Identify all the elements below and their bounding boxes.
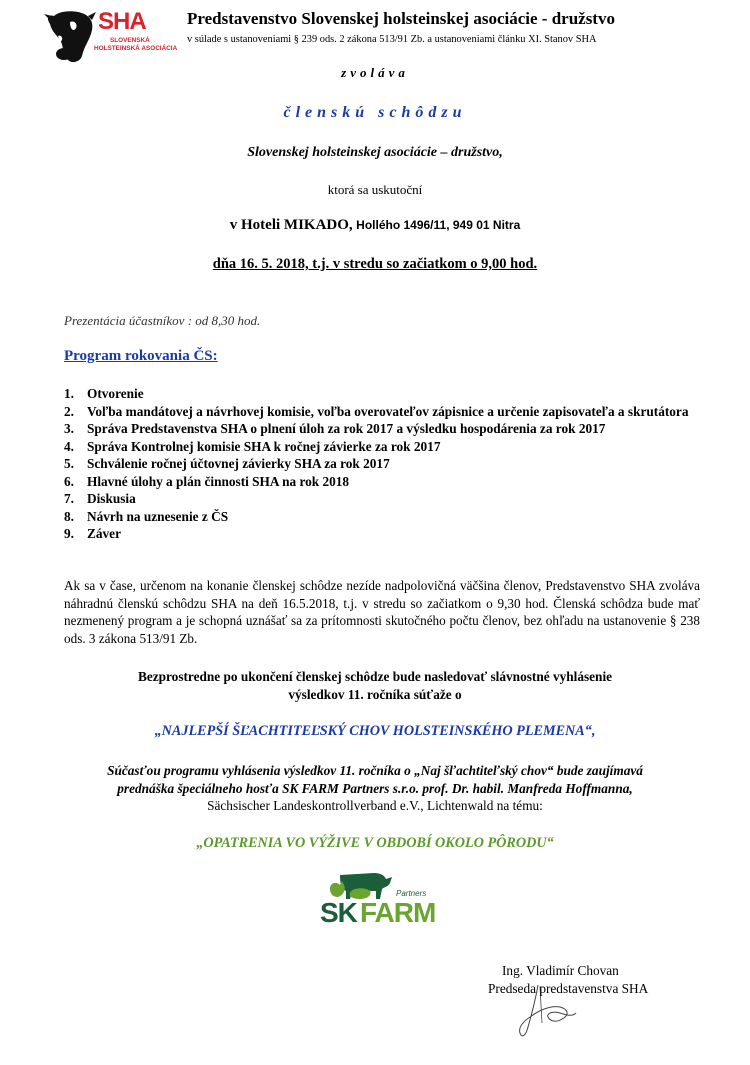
- header-title: Predstavenstvo Slovenskej holsteinskej asociácie - družstvo: [187, 9, 615, 28]
- agenda-item-text: Správa Predstavenstva SHA o plnení úloh za rok 2017 a výsledku hospodárenia za rok 2017: [87, 421, 606, 436]
- agenda-item-number: 4.: [64, 438, 74, 454]
- agenda-item: [64, 473, 700, 491]
- meeting-title: členskú schôdzu: [283, 104, 467, 121]
- agenda-item: [64, 420, 700, 438]
- agenda-item: [64, 455, 700, 473]
- summons-text: zvoláva: [341, 65, 409, 80]
- agenda-item-text: Otvorenie: [87, 386, 144, 401]
- held-text: ktorá sa uskutoční: [327, 182, 423, 197]
- agenda-list: [64, 385, 700, 543]
- logo-subtext-line2: HOLSTEINSKÁ ASOCIÁCIA: [94, 45, 178, 52]
- agenda-item-number: 2.: [64, 403, 74, 419]
- signatory-role: Predseda predstavenstva SHA: [488, 981, 649, 996]
- program-title: Program rokovania ČS:: [64, 348, 218, 364]
- announcement-line1: Bezprostredne po ukončení členskej schôdze bude nasledovať slávnostné vyhlásenie: [137, 669, 613, 684]
- agenda-item: [64, 508, 700, 526]
- sha-logo: [44, 8, 178, 66]
- agenda-item: [64, 385, 700, 403]
- agenda-item-text: Voľba mandátovej a návrhovej komisie, voľba overovateľov zápisnice a určenie zapisovateľa a skrutátora: [87, 403, 689, 419]
- quorum-notice: Ak sa v čase, určenom na konanie členskej schôdze nezíde nadpolovičná väčšina členov, Predstavenstvo SHA zvoláva náhradnú členskú schôdzu SHA na deň 16.5.2018, t.j. v stredu so začiatkom o 9,30 hod. Členská schôdza bude mať nezmenený program a je schopná uznášať sa za prítomnosti skutočného počtu členov, bez ohľadu na ustanovenie § 238 ods. 3 zákona 513/91 Zb.: [64, 578, 700, 646]
- venue-address: Hollého 1496/11, 949 01 Nitra: [356, 218, 521, 232]
- skfarm-sk: SK: [320, 897, 357, 928]
- announcement: [0, 668, 750, 703]
- agenda-item-text: Diskusia: [87, 491, 136, 506]
- lecture-info: [0, 762, 750, 815]
- agenda-item-number: 8.: [64, 508, 74, 524]
- header-subtitle: v súlade s ustanoveniami § 239 ods. 2 zákona 513/91 Zb. a ustanoveniami článku XI. Stanov SHA: [187, 34, 597, 45]
- skfarm-farm: FARM: [360, 897, 436, 928]
- agenda-item-text: Správa Kontrolnej komisie SHA k ročnej závierke za rok 2017: [87, 438, 441, 454]
- agenda-item-number: 1.: [64, 386, 74, 401]
- signatory-name: Ing. Vladimír Chovan: [502, 963, 619, 978]
- skfarm-logo: [318, 867, 440, 929]
- agenda-item: [64, 438, 700, 456]
- lecture-topic: „OPATRENIA VO VÝŽIVE V OBDOBÍ OKOLO PÔRODU“: [196, 835, 554, 851]
- agenda-item-number: 7.: [64, 491, 74, 506]
- skfarm-partners: Partners: [396, 889, 427, 898]
- agenda-item-text: Hlavné úlohy a plán činnosti SHA na rok 2018: [87, 473, 350, 489]
- agenda-item-number: 9.: [64, 526, 74, 541]
- agenda-item-number: 5.: [64, 456, 74, 471]
- venue-hotel: v Hoteli MIKADO,: [229, 217, 353, 233]
- venue: [0, 217, 750, 234]
- agenda-item-text: Záver: [87, 526, 121, 541]
- announcement-line2: výsledkov 11. ročníka súťaže o: [288, 686, 462, 702]
- farm-animals-icon: [326, 867, 396, 901]
- lecture-line2: prednáška špeciálneho hosťa SK FARM Partners s.r.o. prof. Dr. habil. Manfreda Hoffmanna,: [117, 780, 633, 796]
- lecture-line1: Súčasťou programu vyhlásenia výsledkov 11. ročníka o „Naj šľachtiteľský chov“ bude zaujímavá: [107, 763, 643, 778]
- agenda-item-text: Návrh na uznesenie z ČS: [87, 508, 229, 524]
- agenda-item-number: 3.: [64, 421, 74, 436]
- competition-title: „NAJLEPŠÍ ŠĽACHTITEĽSKÝ CHOV HOLSTEINSKÉHO PLEMENA“,: [154, 723, 596, 739]
- registration-time: Prezentácia účastníkov : od 8,30 hod.: [64, 313, 261, 328]
- agenda-item: [64, 490, 700, 508]
- agenda-item-number: 6.: [64, 473, 74, 489]
- logo-subtext-line1: SLOVENSKÁ: [110, 37, 150, 44]
- lecture-line3: Sächsischer Landeskontrollverband e.V., Lichtenwald na tému:: [207, 798, 543, 813]
- meeting-date: dňa 16. 5. 2018, t.j. v stredu so začiatkom o 9,00 hod.: [212, 256, 538, 272]
- agenda-item: [64, 403, 700, 421]
- agenda-item-text: Schválenie ročnej účtovnej závierky SHA za rok 2017: [87, 456, 390, 471]
- organization-name: Slovenskej holsteinskej asociácie – družstvo,: [247, 145, 503, 160]
- logo-text: SHA: [98, 8, 146, 35]
- agenda-item: [64, 525, 700, 543]
